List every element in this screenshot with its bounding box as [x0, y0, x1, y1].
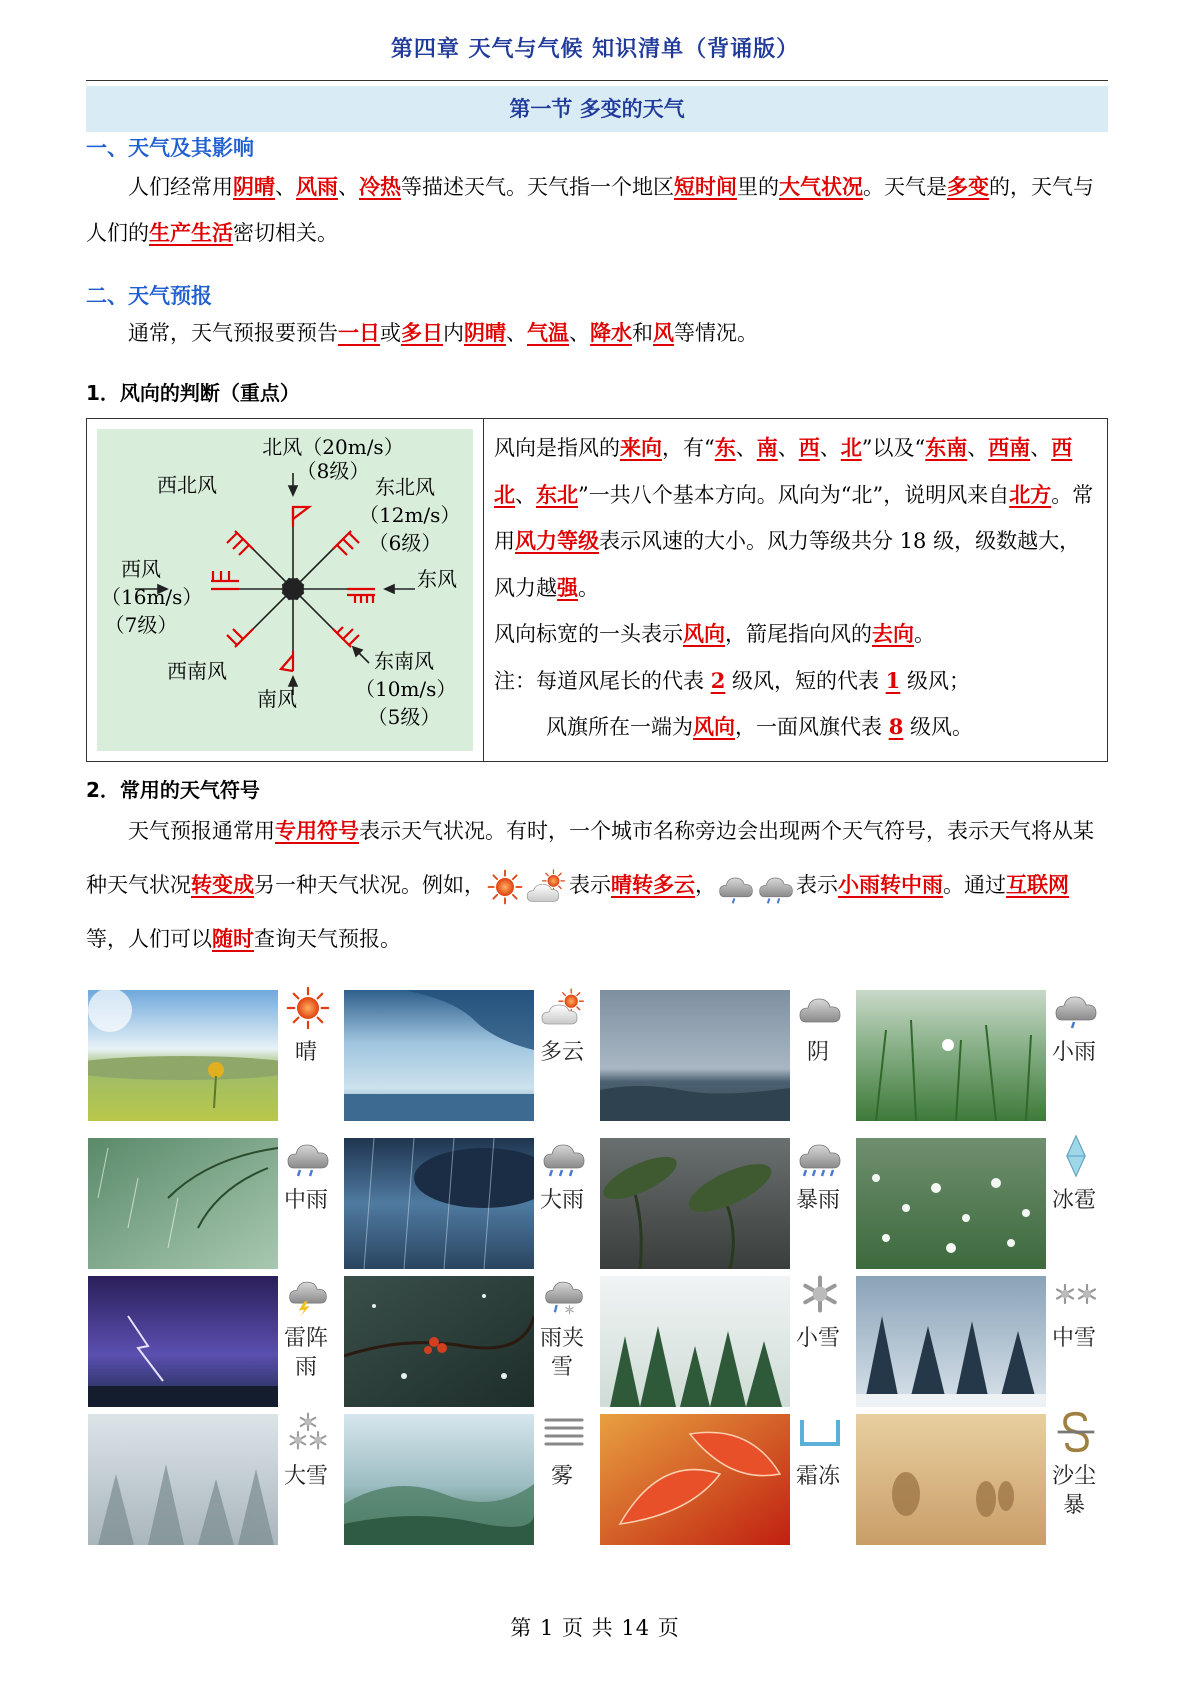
- weather-cell-heavy-rain: [344, 1134, 600, 1269]
- label-east-wind: 东风: [417, 567, 457, 591]
- label-southwest-wind: 西南风: [167, 659, 227, 683]
- heavy-snow-photo: [88, 1414, 278, 1545]
- hail-photo: [856, 1138, 1046, 1269]
- weather-label: 小雨: [1052, 1040, 1097, 1065]
- heavy-snow-icon: [284, 1410, 332, 1454]
- weather-label: 晴: [294, 1040, 317, 1065]
- section-title: 第一节 多变的天气: [86, 86, 1108, 132]
- wind-rose-panel: [87, 419, 484, 761]
- weather-label: 霜冻: [796, 1464, 841, 1489]
- heavy-rain-icon: [540, 1134, 588, 1178]
- weather-cell-moderate-snow: [856, 1272, 1112, 1407]
- document-title: 第四章 天气与气候 知识清单（背诵版）: [390, 37, 800, 62]
- weather-cell-hail: [856, 1134, 1112, 1269]
- frost-photo: [600, 1414, 790, 1545]
- light-rain-icon: [716, 869, 756, 905]
- label-south-wind: 南风: [257, 687, 297, 711]
- paragraph-forecast: 通常，天气预报要预告一日或多日内阴晴、气温、降水和风等情况。: [128, 320, 758, 345]
- heading-weather-impact: 一、天气及其影响: [86, 136, 254, 160]
- wind-definition: 风向是指风的来向，有“东、南、西、北”以及“东南、西南、西北、东北”一共八个基本方向。风向为“北”，说明风来自北方。常用风力等级表示风速的大小。风力等级共分 18 级，级数越大，风力越强。: [494, 435, 1094, 600]
- page-footer: 第 1 页 共 14 页: [510, 1616, 680, 1640]
- weather-cell-sandstorm: [856, 1410, 1112, 1545]
- sun-icon: [485, 869, 525, 905]
- weather-cell-rainstorm: [600, 1134, 856, 1269]
- moderate-rain-icon: [284, 1134, 332, 1178]
- hail-icon: [1052, 1134, 1100, 1178]
- weather-cell-light-snow: [600, 1272, 856, 1407]
- paragraph-weather-definition: 人们经常用阴晴、风雨、冷热等描述天气。天气指一个地区短时间里的大气状况。天气是多变的，天气与人们的生产生活密切相关。: [86, 174, 1094, 245]
- heavy-rain-photo: [344, 1138, 534, 1269]
- weather-label: 雷阵雨: [284, 1326, 329, 1380]
- weather-cell-frost: [600, 1410, 856, 1545]
- overcast-photo: [600, 990, 790, 1121]
- sun-icon: [284, 986, 332, 1030]
- weather-cell-moderate-rain: [88, 1134, 344, 1269]
- weather-label: 雾: [550, 1464, 573, 1489]
- heading-wind-direction: 1．风向的判断（重点）: [86, 381, 300, 405]
- moderate-snow-photo: [856, 1276, 1046, 1407]
- wind-vane-note: 风向标宽的一头表示风向，箭尾指向风的去向。: [494, 621, 935, 646]
- sandstorm-photo: [856, 1414, 1046, 1545]
- weather-label: 暴雨: [796, 1188, 841, 1213]
- fog-icon: [540, 1410, 588, 1454]
- thunderstorm-icon: [284, 1272, 332, 1316]
- wind-explanation: [484, 419, 1107, 761]
- heading-weather-forecast: 二、天气预报: [86, 284, 212, 308]
- weather-label: 冰雹: [1052, 1188, 1097, 1213]
- weather-label: 多云: [540, 1040, 585, 1065]
- heading-weather-symbols: 2．常用的天气符号: [86, 778, 260, 802]
- light-snow-photo: [600, 1276, 790, 1407]
- title-divider: [86, 80, 1108, 81]
- sunny-photo: [88, 990, 278, 1121]
- label-west-wind: 西风 （16m/s） （7级）: [101, 557, 203, 637]
- paragraph-weather-symbols: 天气预报通常用专用符号表示天气状况。有时，一个城市名称旁边会出现两个天气符号，表示天气将从某种天气状况转变成另一种天气状况。例如， 表示晴转多云， 表示小雨转中雨。通过互联网等，人们可以随时查询天气预报。: [86, 818, 1094, 951]
- weather-cell-sleet: [344, 1272, 600, 1407]
- weather-label: 雨夹雪: [540, 1326, 585, 1380]
- weather-label: 阴: [806, 1040, 829, 1065]
- cloudy-icon: [540, 986, 588, 1030]
- moderate-rain-icon: [756, 869, 796, 905]
- light-rain-photo: [856, 990, 1046, 1121]
- wind-flag-note: 风旗所在一端为风向，一面风旗代表 8 级风。: [546, 714, 973, 739]
- weather-cell-fog: [344, 1410, 600, 1545]
- sleet-icon: [540, 1272, 588, 1316]
- weather-label: 小雪: [796, 1326, 841, 1351]
- rainstorm-icon: [796, 1134, 844, 1178]
- label-north-wind: 北风（20m/s） （8级）: [262, 435, 404, 483]
- weather-label: 沙尘暴: [1052, 1464, 1097, 1518]
- cloudy-icon: [525, 869, 569, 905]
- cloudy-photo: [344, 990, 534, 1121]
- wind-direction-table: [86, 418, 1108, 762]
- fog-photo: [344, 1414, 534, 1545]
- weather-cell-cloudy: [344, 986, 600, 1121]
- moderate-rain-photo: [88, 1138, 278, 1269]
- rainstorm-photo: [600, 1138, 790, 1269]
- label-northwest-wind: 西北风: [157, 473, 217, 497]
- label-southeast-wind: 东南风 （10m/s） （5级）: [355, 649, 457, 729]
- weather-cell-sunny: [88, 986, 344, 1121]
- thunderstorm-photo: [88, 1276, 278, 1407]
- frost-icon: [796, 1410, 844, 1454]
- weather-cell-overcast: [600, 986, 856, 1121]
- wind-feather-note: 注：每道风尾长的代表 2 级风，短的代表 1 级风；: [494, 667, 970, 693]
- sleet-photo: [344, 1276, 534, 1407]
- light-snow-icon: [796, 1272, 844, 1316]
- weather-cell-heavy-snow: [88, 1410, 344, 1545]
- weather-cell-thunderstorm: [88, 1272, 344, 1407]
- weather-label: 中雪: [1052, 1326, 1097, 1351]
- light-rain-icon: [1052, 986, 1100, 1030]
- overcast-icon: [796, 986, 844, 1030]
- weather-label: 中雨: [284, 1188, 329, 1213]
- wind-rose-diagram: [97, 429, 473, 751]
- label-northeast-wind: 东北风 （12m/s） （6级）: [359, 475, 461, 555]
- moderate-snow-icon: [1052, 1272, 1100, 1316]
- weather-cell-light-rain: [856, 986, 1112, 1121]
- weather-label: 大雨: [540, 1188, 585, 1213]
- weather-label: 大雪: [284, 1464, 329, 1489]
- sandstorm-icon: [1052, 1410, 1100, 1454]
